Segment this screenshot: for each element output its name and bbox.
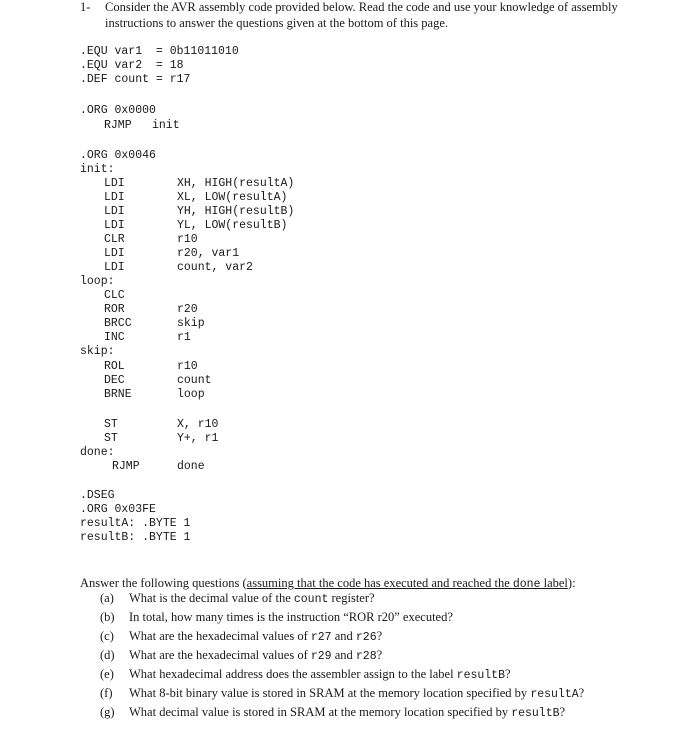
question-label: (c) xyxy=(100,629,114,643)
code-op: DEC xyxy=(104,374,125,387)
code-op: CLR xyxy=(104,233,125,246)
question-label: (a) xyxy=(100,591,114,605)
code-arg: YL, LOW(resultB) xyxy=(177,219,288,232)
code-arg: YH, HIGH(resultB) xyxy=(177,205,295,218)
code-op: INC xyxy=(104,331,125,344)
code-directive-count: .DEF count = r17 xyxy=(80,73,191,86)
question-text-end: ? xyxy=(504,667,511,681)
code-op: LDI xyxy=(104,219,125,232)
question-code: resultB xyxy=(511,707,560,720)
code-arg: init xyxy=(152,119,180,132)
code-arg: r20, var1 xyxy=(177,247,240,260)
intro-assumption xyxy=(247,576,568,590)
question-text: What are the hexadecimal values of xyxy=(129,629,311,643)
question-code: r29 xyxy=(310,650,332,663)
code-op: CLC xyxy=(104,289,125,302)
intro-suffix: ): xyxy=(567,576,576,590)
intro-assumption-end: label xyxy=(540,576,568,590)
code-op: ROR xyxy=(104,303,125,316)
question-label: (d) xyxy=(100,648,115,662)
question-text: In total, how many times is the instruction “ROR r20” executed? xyxy=(129,610,453,624)
question-text-end: ? xyxy=(559,705,566,719)
question-text-end: ? xyxy=(376,648,383,662)
code-directive-var2: .EQU var2 = 18 xyxy=(80,59,184,72)
code-arg: r10 xyxy=(177,233,198,246)
code-arg: r20 xyxy=(177,303,198,316)
intro-done-label: done xyxy=(512,578,541,591)
code-org-reset: .ORG 0x0000 xyxy=(80,104,156,117)
question-item xyxy=(100,627,382,646)
code-arg: r10 xyxy=(177,360,198,373)
question-item xyxy=(100,608,453,627)
question-item xyxy=(100,589,375,608)
question-text-end: ? xyxy=(376,629,383,643)
question-label: (b) xyxy=(100,610,115,624)
code-org-main: .ORG 0x0046 xyxy=(80,149,156,162)
question-code: count xyxy=(293,593,329,606)
question-item xyxy=(100,665,511,684)
code-op: BRCC xyxy=(104,317,132,330)
question-code: r26 xyxy=(355,631,377,644)
code-arg: count xyxy=(177,374,212,387)
question-text-mid: and xyxy=(331,648,356,662)
code-label-done: done: xyxy=(80,446,115,459)
code-op: LDI xyxy=(104,247,125,260)
code-arg: XH, HIGH(resultA) xyxy=(177,177,295,190)
code-arg: Y+, r1 xyxy=(177,432,219,445)
question-code: r28 xyxy=(355,650,377,663)
code-op: LDI xyxy=(104,205,125,218)
question-item xyxy=(100,646,382,665)
question-number: 1- xyxy=(80,0,91,14)
code-arg: done xyxy=(177,460,205,473)
code-op: ST xyxy=(104,432,118,445)
code-org-data: .ORG 0x03FE xyxy=(80,503,156,516)
question-label: (f) xyxy=(100,686,113,700)
question-label: (e) xyxy=(100,667,114,681)
intro-prefix: Answer the following questions ( xyxy=(80,576,247,590)
code-result-b: resultB: .BYTE 1 xyxy=(80,531,191,544)
code-arg: r1 xyxy=(177,331,191,344)
code-directive-var1: .EQU var1 = 0b11011010 xyxy=(80,45,239,58)
code-label-skip: skip: xyxy=(80,345,115,358)
code-dseg: .DSEG xyxy=(80,489,115,502)
code-arg: skip xyxy=(177,317,205,330)
question-code: resultA xyxy=(530,688,579,701)
code-op: LDI xyxy=(104,261,125,274)
question-text-end: ? xyxy=(578,686,585,700)
code-result-a: resultA: .BYTE 1 xyxy=(80,517,191,530)
question-text-end: register? xyxy=(328,591,375,605)
question-code: r27 xyxy=(310,631,332,644)
code-label-loop: loop: xyxy=(80,275,115,288)
question-item xyxy=(100,703,565,722)
question-code: resultB xyxy=(456,669,505,682)
question-text: What are the hexadecimal values of xyxy=(129,648,311,662)
question-label: (g) xyxy=(100,705,115,719)
code-op: RJMP xyxy=(112,460,140,473)
code-arg: loop xyxy=(177,388,205,401)
code-op: LDI xyxy=(104,191,125,204)
question-text: What hexadecimal address does the assembler assign to the label xyxy=(129,667,457,681)
code-arg: X, r10 xyxy=(177,418,219,431)
question-text-mid: and xyxy=(331,629,356,643)
question-text: What 8-bit binary value is stored in SRAM at the memory location specified by xyxy=(129,686,531,700)
question-item xyxy=(100,684,584,703)
intro-assumption-text: assuming that the code has executed and reached the xyxy=(246,576,513,590)
code-op: RJMP xyxy=(104,119,132,132)
code-arg: XL, LOW(resultA) xyxy=(177,191,288,204)
code-op: ST xyxy=(104,418,118,431)
code-op: BRNE xyxy=(104,388,132,401)
question-instructions: Consider the AVR assembly code provided below. Read the code and use your knowledge of assembly instructions to answer the questions given at the bottom of this page. xyxy=(105,0,618,30)
code-op: LDI xyxy=(104,177,125,190)
code-label-init: init: xyxy=(80,163,115,176)
question-text: What decimal value is stored in SRAM at the memory location specified by xyxy=(129,705,512,719)
question-text: What is the decimal value of the xyxy=(129,591,294,605)
code-op: ROL xyxy=(104,360,125,373)
code-arg: count, var2 xyxy=(177,261,253,274)
